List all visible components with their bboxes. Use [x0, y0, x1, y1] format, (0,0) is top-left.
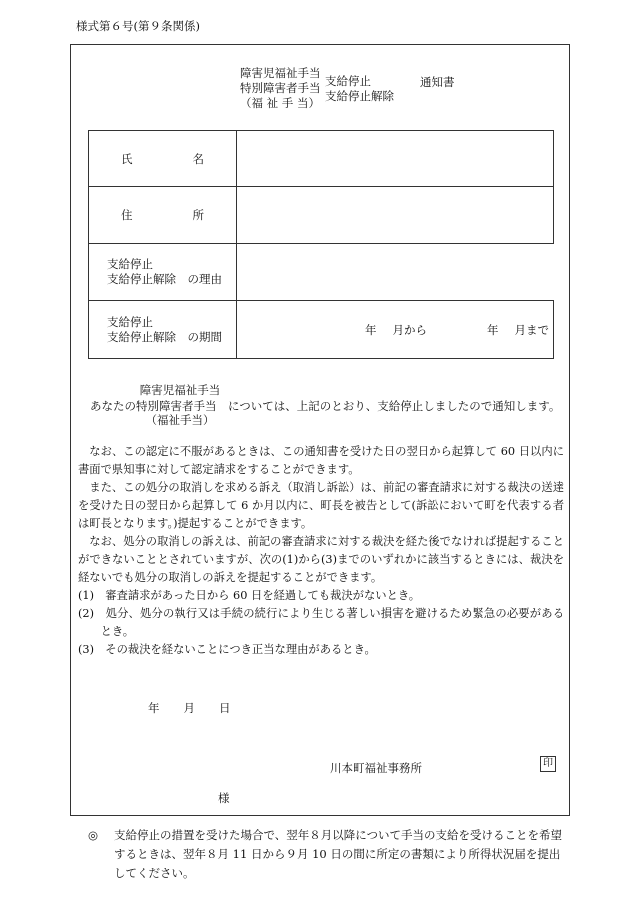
- table-row: [89, 187, 554, 244]
- title-line: 障害児福祉手当: [240, 66, 321, 80]
- notice-sentence: あなたの特別障害者手当 については、上記のとおり、支給停止しましたので通知します。: [90, 399, 561, 413]
- title-line: 支給停止解除: [325, 89, 394, 103]
- paragraph: また、この処分の取消しを求める訴え（取消し訴訟）は、前記の審査請求に対する裁決の送達を受けた日の翌日から起算して 6 か月以内に、町長を被告として(訴訟において町を代表する者は町長となります。)提起することができます。: [78, 481, 564, 530]
- period-year-from: 年: [365, 322, 377, 337]
- list-item: (2) 処分、処分の執行又は手続の続行により生じる著しい損害を避けるため緊急の必要があるとき。: [78, 607, 564, 638]
- period-month-from: 月から: [392, 322, 427, 337]
- list-item: (3) その裁決を経ないことにつき正当な理由があるとき。: [78, 643, 376, 656]
- reason-label: 支給停止 支給停止解除 の理由: [89, 244, 237, 301]
- name-label: 氏 名: [89, 131, 237, 187]
- title-line: 支給停止: [325, 74, 371, 88]
- period-label: 支給停止 支給停止解除 の期間: [89, 301, 237, 359]
- footnote: [88, 826, 568, 883]
- paragraph: なお、この認定に不服があるときは、この通知書を受けた日の翌日から起算して 60 日以内に書面で県知事に対して認定請求をすることができます。: [78, 445, 564, 476]
- reason-field[interactable]: [237, 244, 554, 301]
- period-year-to: 年: [487, 322, 499, 337]
- title-action-types: [325, 74, 394, 104]
- title-notice: 通知書: [420, 75, 455, 89]
- info-table: [88, 130, 554, 359]
- seal-icon: 印: [540, 756, 556, 772]
- issuing-office: 川本町福祉事務所: [330, 761, 422, 775]
- title-allowance-types: [240, 66, 321, 111]
- form-id: 様式第６号(第９条関係): [76, 19, 200, 33]
- title-line: 特別障害者手当: [240, 81, 321, 95]
- table-row: [89, 301, 554, 359]
- table-row: [89, 131, 554, 187]
- period-field[interactable]: [237, 301, 554, 359]
- double-circle-icon: ◎: [88, 828, 99, 842]
- appeal-instructions: [78, 443, 564, 659]
- notice-allowance-types: 障害児福祉手当 （福祉手当）: [139, 383, 221, 427]
- issue-date: 年 月 日: [148, 701, 231, 715]
- title-line: （福 祉 手 当）: [240, 96, 320, 110]
- addressee-honorific: 様: [218, 791, 230, 805]
- paragraph: なお、処分の取消しの訴えは、前記の審査請求に対する裁決を経た後でなければ提起することができないこととされていますが、次の(1)から(3)までのいずれかに該当するときには、裁決を経ないでも処分の取消しの訴えを提起することができます。: [78, 535, 564, 584]
- notice-middle: 特別障害者手当: [136, 399, 217, 413]
- list-item: (1) 審査請求があった日から 60 日を経過しても裁決がないとき。: [78, 589, 421, 602]
- name-field[interactable]: [237, 131, 554, 187]
- table-row: [89, 244, 554, 301]
- address-field[interactable]: [237, 187, 554, 244]
- period-month-to: 月まで: [514, 322, 549, 337]
- address-label: 住 所: [89, 187, 237, 244]
- footnote-text: 支給停止の措置を受けた場合で、翌年８月以降について手当の支給を受けることを希望するときは、翌年８月 11 日から９月 10 日の間に所定の書類により所得状況届を提出してください。: [114, 828, 563, 880]
